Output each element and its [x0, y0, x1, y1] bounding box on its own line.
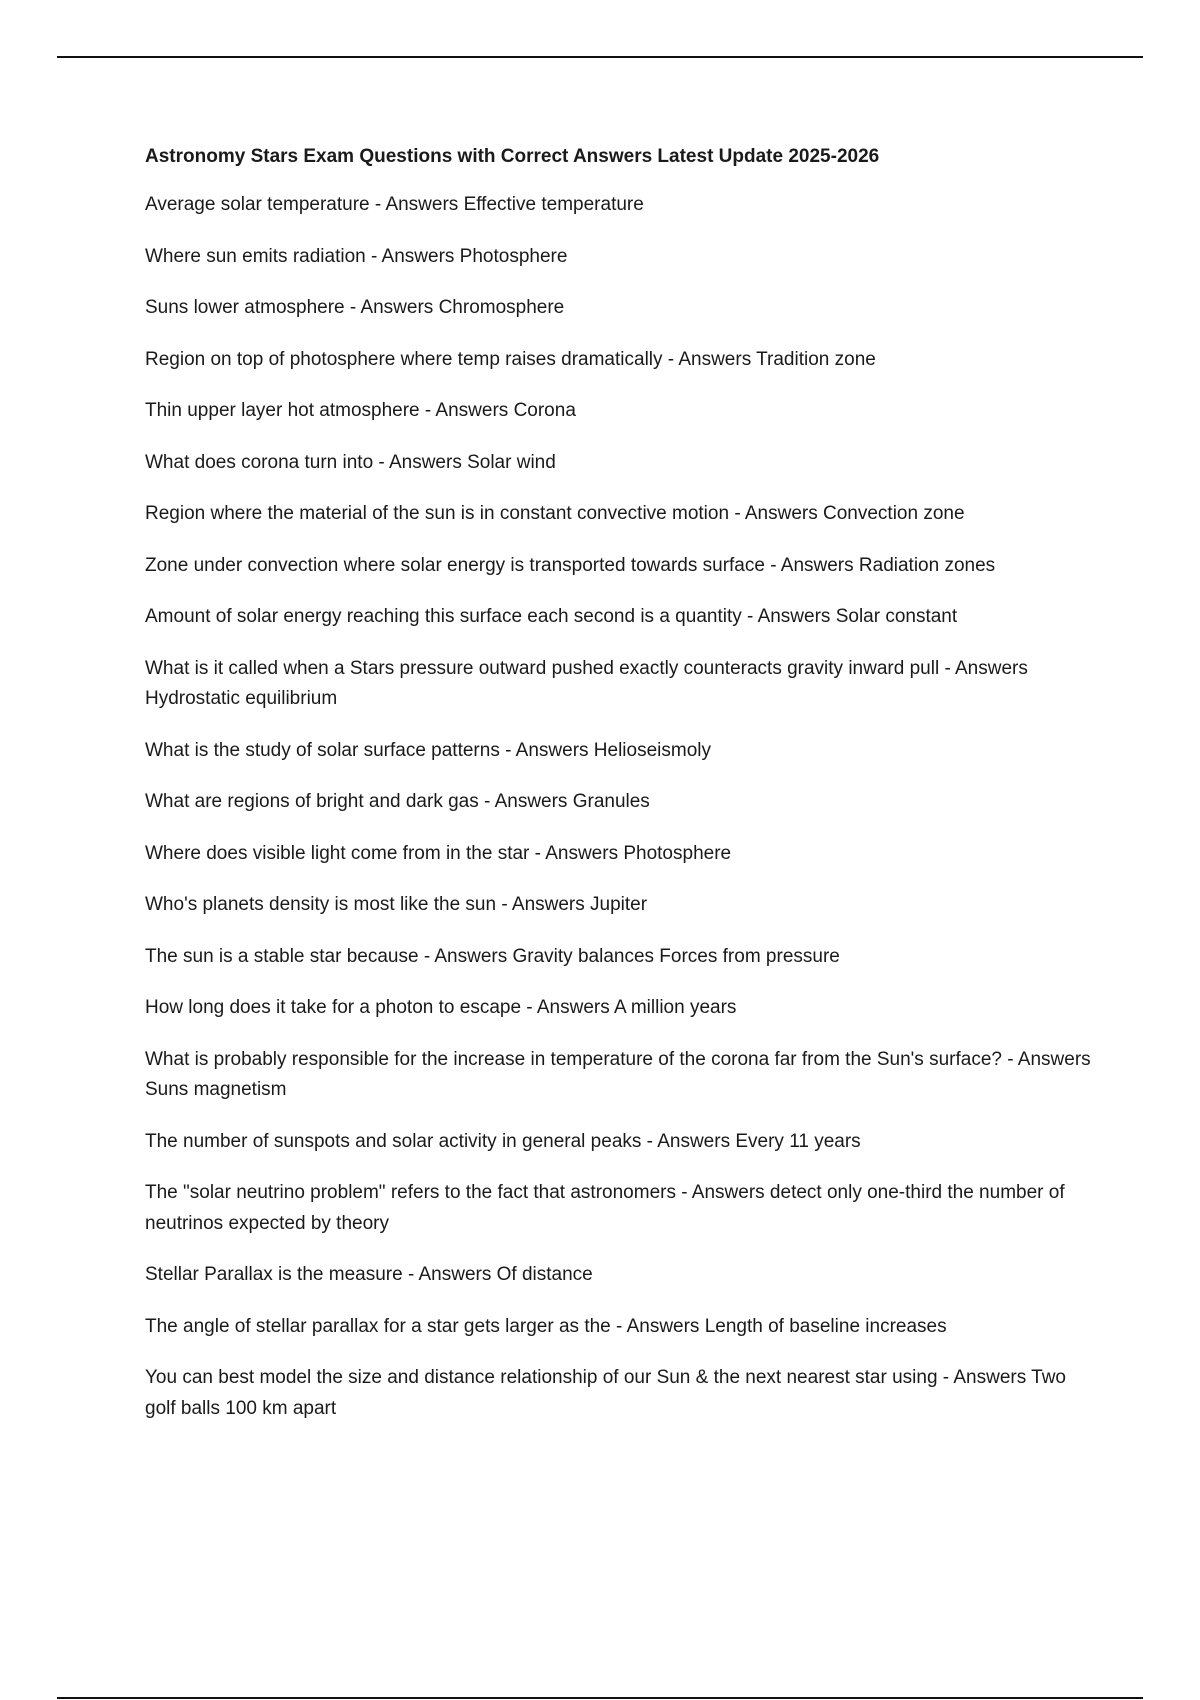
qa-item: Stellar Parallax is the measure - Answers Of distance: [145, 1264, 593, 1285]
qa-list: [145, 190, 1095, 1424]
qa-item: Thin upper layer hot atmosphere - Answers Corona: [145, 400, 576, 421]
qa-item: Suns lower atmosphere - Answers Chromosphere: [145, 297, 565, 318]
qa-item: You can best model the size and distance relationship of our Sun & the next nearest star using - Answers Two golf balls 100 km apart: [145, 1367, 1066, 1419]
qa-item: The angle of stellar parallax for a star gets larger as the - Answers Length of baseline increases: [145, 1315, 947, 1337]
qa-item: The sun is a stable star because - Answers Gravity balances Forces from pressure: [145, 945, 840, 967]
qa-item: Region on top of photosphere where temp raises dramatically - Answers Tradition zone: [145, 348, 876, 370]
document-body: [145, 142, 1095, 1445]
qa-item: Average solar temperature - Answers Effective temperature: [145, 194, 644, 215]
qa-item: What is the study of solar surface patterns - Answers Helioseismoly: [145, 739, 712, 761]
qa-item: The number of sunspots and solar activity in general peaks - Answers Every 11 years: [145, 1130, 861, 1152]
qa-item: What are regions of bright and dark gas - Answers Granules: [145, 791, 650, 812]
qa-item: Where sun emits radiation - Answers Photosphere: [145, 245, 568, 267]
qa-item: What is it called when a Stars pressure outward pushed exactly counteracts gravity inward pull - Answers Hydrostatic equilibrium: [145, 657, 1028, 709]
qa-item: What does corona turn into - Answers Solar wind: [145, 451, 556, 473]
header-divider: [57, 56, 1143, 58]
qa-item: What is probably responsible for the increase in temperature of the corona far from the Sun's surface? - Answers Suns magnetism: [145, 1048, 1091, 1100]
qa-item: Zone under convection where solar energy is transported towards surface - Answers Radiation zones: [145, 554, 996, 576]
qa-item: Where does visible light come from in the star - Answers Photosphere: [145, 842, 732, 864]
qa-item: Amount of solar energy reaching this surface each second is a quantity - Answers Solar constant: [145, 606, 958, 627]
qa-item: Who's planets density is most like the sun - Answers Jupiter: [145, 894, 648, 915]
qa-item: Region where the material of the sun is in constant convective motion - Answers Convection zone: [145, 503, 965, 524]
document-title: Astronomy Stars Exam Questions with Correct Answers Latest Update 2025-2026: [145, 146, 880, 167]
qa-item: How long does it take for a photon to escape - Answers A million years: [145, 997, 737, 1018]
qa-item: The "solar neutrino problem" refers to the fact that astronomers - Answers detect only one-third the number of neutrinos expected by theory: [145, 1182, 1065, 1234]
footer-divider: [57, 1697, 1143, 1699]
